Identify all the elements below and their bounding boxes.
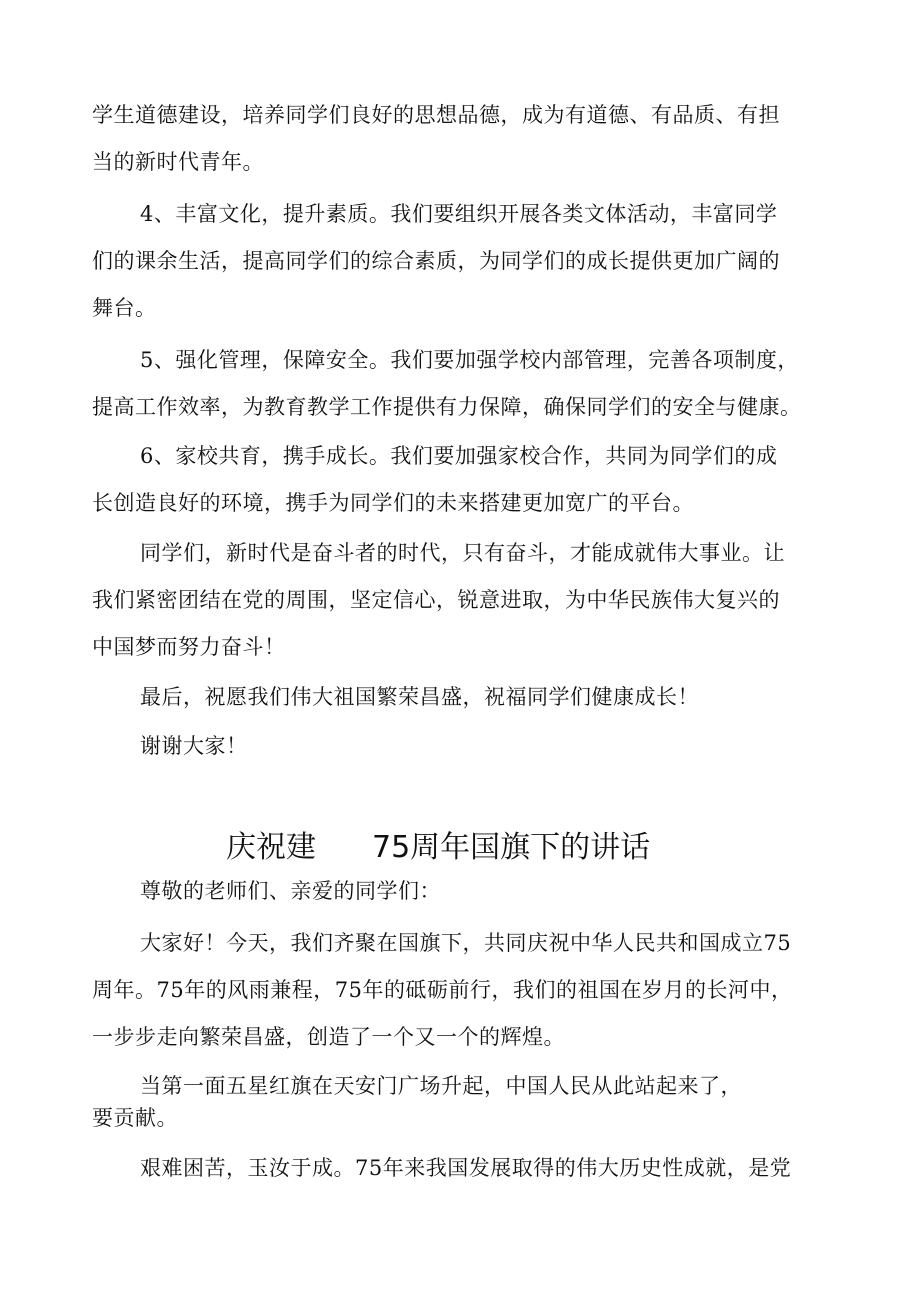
- paragraph-line: 最后，祝愿我们伟大祖国繁荣昌盛，祝福同学们健康成长！: [140, 685, 699, 709]
- title-part: 庆祝建: [226, 830, 316, 865]
- paragraph-line: 同学们，新时代是奋斗者的时代，只有奋斗，才能成就伟大事业。让: [140, 541, 785, 565]
- paragraph-line: 舞台。: [92, 296, 157, 320]
- paragraph-line: 我们紧密团结在党的周围，坚定信心，锐意进取，为中华民族伟大复兴的: [92, 588, 780, 612]
- paragraph-line: 4、丰富文化，提升素质。我们要组织开展各类文体活动，丰富同学: [140, 202, 778, 226]
- greeting-line: 尊敬的老师们、亲爱的同学们：: [140, 879, 441, 903]
- paragraph-line: 们的课余生活，提高同学们的综合素质，为同学们的成长提供更加广阔的: [92, 249, 780, 273]
- paragraph-line: 当的新时代青年。: [92, 150, 264, 174]
- paragraph-line: 要贡献。: [92, 1106, 178, 1130]
- paragraph-line: 5、强化管理，保障安全。我们要加强学校内部管理，完善各项制度，: [140, 348, 799, 372]
- paragraph-line: 中国梦而努力奋斗！: [92, 635, 286, 659]
- paragraph-line: 提高工作效率，为教育教学工作提供有力保障，确保同学们的安全与健康。: [92, 395, 802, 419]
- paragraph-line: 当第一面五星红旗在天安门广场升起，中国人民从此站起来了，: [140, 1074, 742, 1098]
- speech-title: [0, 828, 920, 868]
- paragraph-line: 大家好！今天，我们齐聚在国旗下，共同庆祝中华人民共和国成立75: [140, 931, 792, 955]
- title-part: 75周年国旗下的讲话: [372, 830, 651, 865]
- paragraph-line: 6、家校共育，携手成长。我们要加强家校合作，共同为同学们的成: [140, 444, 778, 468]
- paragraph-line: 周年。75年的风雨兼程，75年的砥砺前行，我们的祖国在岁月的长河中，: [92, 978, 793, 1002]
- paragraph-line: 一步步走向繁荣昌盛，创造了一个又一个的辉煌。: [92, 1025, 565, 1049]
- paragraph-line: 长创造良好的环境，携手为同学们的未来搭建更加宽广的平台。: [92, 491, 694, 515]
- paragraph-line: 学生道德建设，培养同学们良好的思想品德，成为有道德、有品质、有担: [92, 103, 780, 127]
- paragraph-line: 艰难困苦，玉汝于成。75年来我国发展取得的伟大历史性成就，是党: [140, 1156, 792, 1180]
- paragraph-line: 谢谢大家！: [140, 734, 248, 758]
